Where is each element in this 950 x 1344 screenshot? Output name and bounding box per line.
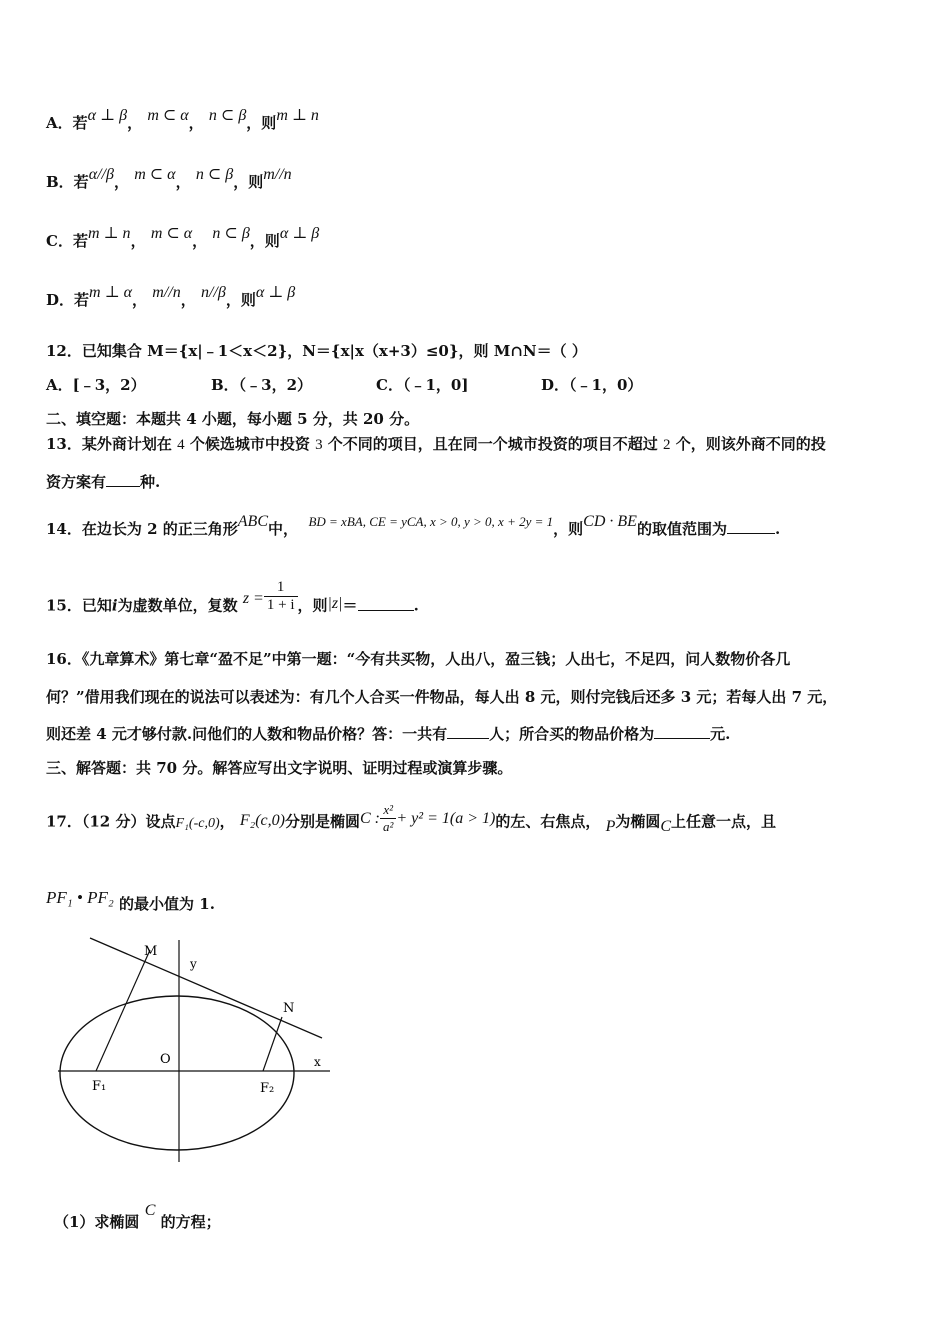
f1-m-segment	[96, 950, 150, 1071]
q17-sub1	[54, 1202, 221, 1232]
q12-option-d: D．（﹣1，0）	[541, 376, 643, 394]
text: 资方案有	[46, 473, 107, 491]
math: n ⊂ β	[212, 225, 250, 242]
math: m ⊂ α	[147, 107, 189, 124]
text: 个候选城市中投资	[184, 435, 316, 453]
text: 的左、右焦点，	[495, 812, 601, 831]
math-condition: BD = xBA, CE = yCA, x > 0, y > 0, x + 2y = 1	[308, 514, 554, 529]
text: 的方程；	[160, 1213, 221, 1231]
q16-line2: 何？”借用我们现在的说法可以表述为：有几个人合买一件物品，每人出 8 元，则付完钱后还多 3 元；若每人出 7 元，	[46, 688, 838, 706]
math: m ⊥ α	[89, 284, 133, 301]
q11-option-d	[46, 284, 296, 310]
text: 上任意一点，且	[671, 812, 777, 831]
comma: ，	[219, 812, 235, 831]
q12-option-a: A．[﹣3，2）	[46, 376, 146, 394]
text: .	[413, 596, 419, 615]
text: 个不同的项目，且在同一个城市投资的项目不超过	[322, 435, 664, 453]
numerator: 1	[264, 579, 298, 597]
comma: ，	[132, 291, 148, 309]
text: 的最小值为 1.	[119, 895, 215, 913]
math: m ⊥ n	[276, 107, 319, 124]
text: 种.	[140, 473, 161, 491]
option-label: C．若	[46, 232, 88, 250]
comma: ，	[192, 232, 208, 250]
answer-blank[interactable]	[447, 724, 489, 739]
q12-option-c: C．（﹣1，0]	[376, 376, 469, 394]
number: 2	[663, 437, 671, 453]
math: n//β	[200, 284, 226, 301]
q17-line1	[46, 802, 777, 839]
text: 元.	[710, 725, 731, 743]
fraction	[380, 802, 396, 835]
text: ，则	[553, 520, 584, 538]
q16-line3	[46, 723, 730, 744]
text: 分别是椭圆	[284, 812, 360, 831]
text: .	[774, 520, 781, 538]
text: 中，	[267, 520, 298, 538]
math: α//β	[88, 166, 114, 183]
answer-blank[interactable]	[358, 596, 414, 611]
text: 14．在边长为 2 的正三角形	[46, 520, 238, 538]
option-label: A．若	[46, 114, 88, 132]
comma: ，	[130, 232, 146, 250]
math: m ⊂ α	[150, 225, 193, 242]
comma: ，	[188, 114, 204, 132]
math: |z|	[327, 594, 343, 612]
text: ＝	[342, 596, 358, 615]
f2-n-segment	[263, 1017, 282, 1071]
answer-blank[interactable]	[106, 472, 140, 487]
ellipse-figure	[50, 930, 340, 1170]
q13-line1	[46, 433, 826, 454]
math: C	[660, 817, 672, 835]
section-2-heading: 二、填空题：本题共 4 小题，每小题 5 分，共 20 分。	[46, 410, 420, 428]
q14-line	[46, 513, 781, 539]
text: 为虚数单位，复数	[117, 596, 238, 615]
label-f2: F₂	[260, 1081, 275, 1096]
q17-line2	[46, 888, 215, 914]
label-x: x	[314, 1055, 321, 1069]
math: α ⊥ β	[255, 284, 296, 301]
option-label: D．若	[46, 291, 90, 309]
q11-option-c	[46, 225, 320, 251]
text: 13．某外商计划在	[46, 435, 178, 453]
math: z =	[242, 589, 264, 607]
math: P	[605, 817, 616, 835]
answer-blank[interactable]	[727, 519, 775, 534]
label-o: O	[160, 1052, 171, 1067]
label-m: M	[144, 944, 158, 959]
then: ，则	[225, 291, 256, 309]
math: m ⊂ α	[134, 166, 176, 183]
label-f1: F₁	[92, 1079, 107, 1094]
comma: ，	[180, 291, 196, 309]
math: C	[144, 1202, 156, 1219]
comma: ，	[127, 114, 143, 132]
then: ，则	[233, 173, 264, 191]
text: 则还差 4 元才够付款.问他们的人数和物品价格？答：一共有	[46, 725, 448, 743]
number: 3	[315, 437, 323, 453]
denominator: 1 + i	[266, 597, 295, 613]
math: PF₁ • PF₂	[46, 888, 114, 907]
then: ，则	[249, 232, 280, 250]
q12-option-b: B．（﹣3，2）	[211, 376, 313, 394]
math: α ⊥ β	[279, 225, 320, 242]
q11-option-b	[46, 166, 292, 192]
q13-line2	[46, 471, 160, 492]
section-3-heading: 三、解答题：共 70 分。解答应写出文字说明、证明过程或演算步骤。	[46, 759, 513, 777]
text: 人；所合买的物品价格为	[489, 725, 655, 743]
q11-option-a	[46, 107, 319, 133]
math: α ⊥ β	[87, 107, 128, 124]
math: ABC	[237, 513, 268, 530]
ellipse	[60, 996, 294, 1150]
math: n ⊂ β	[208, 107, 247, 124]
numerator: x²	[380, 802, 396, 819]
label-y: y	[190, 957, 197, 971]
comma: ，	[175, 173, 191, 191]
text: ，则	[297, 596, 328, 615]
q12-stem: 12．已知集合 M＝{x|﹣1＜x＜2}，N＝{x|x（x+3）≤0}，则 M∩N＝（ ）	[46, 342, 587, 360]
comma: ，	[113, 173, 129, 191]
option-label: B．若	[46, 173, 89, 191]
q15-line	[46, 579, 419, 624]
math: i	[111, 596, 118, 615]
math: F₂(c,0)	[239, 811, 285, 829]
tangent-line	[90, 938, 322, 1038]
text: 为椭圆	[615, 812, 661, 831]
text: 个，则该外商不同的投	[670, 435, 826, 453]
q16-line1: 16．《九章算术》第七章“盈不足”中第一题：“今有共买物，人出八，盈三钱；人出七，不足四，问人数物价各几	[46, 650, 791, 668]
math: m//n	[263, 166, 292, 183]
text: 的取值范围为	[636, 520, 727, 538]
fraction	[264, 579, 298, 614]
then: ，则	[246, 114, 277, 132]
text: 17．（12 分）设点	[46, 812, 176, 831]
label-n: N	[283, 1001, 295, 1016]
text: （1）求椭圆	[54, 1213, 140, 1231]
math: CD · BE	[583, 513, 637, 530]
math: m//n	[152, 284, 181, 301]
math: C :	[359, 809, 380, 827]
math: n ⊂ β	[195, 166, 234, 183]
q12-options	[46, 374, 642, 395]
number: 4	[177, 437, 185, 453]
text: 15．已知	[46, 596, 112, 615]
math: + y² = 1(a > 1)	[396, 809, 496, 827]
math: F₁(-c,0)	[175, 815, 220, 831]
denominator: a²	[382, 819, 394, 834]
answer-blank[interactable]	[654, 724, 710, 739]
math: m ⊥ n	[87, 225, 131, 242]
